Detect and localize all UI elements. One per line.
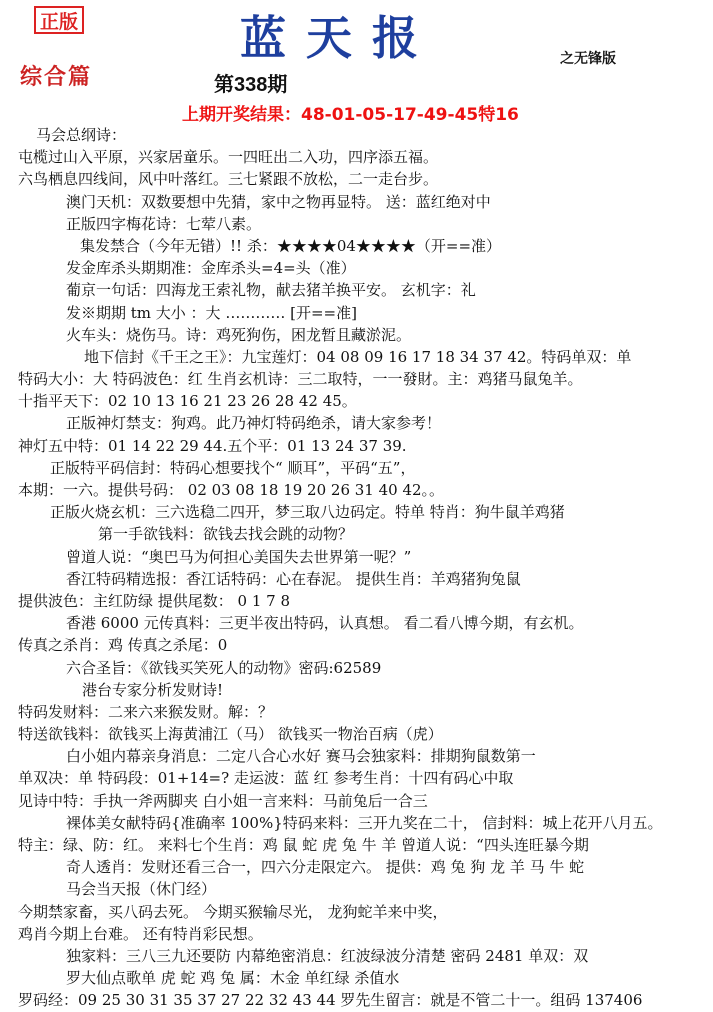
- text-line: 港台专家分析发财诗!: [82, 680, 224, 699]
- text-line: 正版火烧玄机：三六选稳二四开，梦三取八边码定。特单 特肖：狗牛鼠羊鸡猪: [50, 503, 565, 522]
- genuine-edition-badge: 正版: [34, 6, 84, 34]
- text-line: 见诗中特：手执一斧两脚夹 白小姐一言来料：马前兔后一合三: [18, 791, 428, 810]
- text-line: 正版四字梅花诗：七荤八素。: [66, 214, 262, 233]
- section-title: 综合篇: [20, 64, 93, 90]
- issue-number: 第338期: [214, 74, 288, 96]
- text-line: 香港 6000 元传真料：三更半夜出特码，认真想。 看二看八博今期，有玄机。: [66, 614, 584, 633]
- text-line: 独家料：三八三九还要防 内幕绝密消息：红波绿波分清楚 密码 2481 单双：双: [66, 946, 589, 965]
- text-line: 六合圣旨：《欲钱买笑死人的动物》密码:62589: [66, 658, 382, 677]
- text-line: 本期：一六。提供号码： 02 03 08 18 19 20 26 31 40 42。。: [18, 481, 445, 499]
- text-line: 屯榄过山入平原，兴家居童乐。一四旺出二入功，四序添五福。: [18, 148, 439, 167]
- text-line: 特送欲钱料：欲钱买上海黄浦江（马） 欲钱买一物治百病（虎）: [18, 725, 443, 744]
- masthead-title: 蓝天报: [240, 11, 438, 65]
- text-line: 十指平天下：02 10 13 16 21 23 26 28 42 45。: [18, 392, 357, 411]
- text-line: 发金库杀头期期准：金库杀头=4=头（准）: [66, 259, 356, 278]
- text-line: 地下信封《千王之王》：九宝莲灯：04 08 09 16 17 18 34 37 42。特码单双：单: [84, 347, 632, 366]
- text-line: 传真之杀肖：鸡 传真之杀尾：0: [18, 636, 228, 655]
- edition-label: 之无锋版: [560, 51, 616, 67]
- text-line: 罗大仙点歌单 虎 蛇 鸡 兔 属：木金 单红绿 杀值水: [66, 969, 400, 988]
- text-line: 裸体美女献特码{准确率 100%}特码来料：三开九奖在二十， 信封料：城上花开八月五。: [66, 813, 663, 832]
- text-line: 罗码经：09 25 30 31 35 37 27 22 32 43 44 罗先生留言：就是不管二十一。组码 137406: [18, 991, 643, 1010]
- text-line: 集发禁合（今年无错）!! 杀：★★★★04★★★★（开==准）: [80, 236, 502, 255]
- text-line: 鸡肖今期上台难。 还有特肖彩民想。: [18, 924, 263, 943]
- text-line: 单双决：单 特码段：01+14=? 走运波：蓝 红 参考生肖：十四有码心中取: [18, 769, 514, 788]
- article-body: [0, 124, 713, 1012]
- text-line: 第一手欲钱料：欲钱去找会跳的动物？: [98, 525, 354, 544]
- text-line: 马会总纲诗：: [36, 126, 127, 144]
- text-line: 澳门天机：双数要想中先猜，家中之物再显特。 送：蓝红绝对中: [66, 192, 491, 211]
- text-line: 提供波色：主红防绿 提供尾数： 0 1 7 8: [18, 591, 291, 610]
- text-line: 奇人透肖：发财还看三合一，四六分走限定六。 提供：鸡 兔 狗 龙 羊 马 牛 蛇: [66, 858, 585, 877]
- text-line: 马会当天报（休门经）: [66, 880, 217, 899]
- text-line: 特码大小：大 特码波色：红 生肖玄机诗：三二取特，一一發財。主：鸡猪马鼠兔羊。: [18, 370, 583, 389]
- text-line: 特码发财料：二来六来猴发财。解：？: [18, 702, 274, 721]
- text-line: 六鸟栖息四线间，风中叶落红。三七紧跟不放松，二一走台步。: [18, 170, 439, 189]
- text-line: 正版特平码信封：特码心想要找个“ 顺耳”，平码“五”，: [50, 458, 416, 477]
- text-line: 白小姐内幕亲身消息：二定八合心水好 赛马会独家料：排期狗鼠数第一: [66, 747, 536, 766]
- text-line: 正版神灯禁支：狗鸡。此乃神灯特码绝杀，请大家参考！: [66, 414, 442, 433]
- text-line: 今期禁家畜，买八码去死。 今期买猴输尽光， 龙狗蛇羊来中奖，: [18, 902, 448, 921]
- text-line: 曾道人说：“奥巴马为何担心美国失去世界第一呢？”: [66, 547, 412, 566]
- text-line: 发※期期 tm 大小 ：大 ………… [开==准]: [66, 303, 357, 322]
- text-line: 特主：绿、防：红。 来料七个生肖：鸡 鼠 蛇 虎 兔 牛 羊 曾道人说：“四头连旺暴今期: [18, 836, 589, 854]
- text-line: 火车头：烧伤马。诗：鸡死狗伤，困龙暂且藏淤泥。: [66, 325, 412, 344]
- text-line: 葡京一句话：四海龙王索礼物，献去猪羊换平安。 玄机字：礼: [66, 281, 476, 300]
- text-line: 神灯五中特：01 14 22 29 44.五个平：01 13 24 37 39.: [18, 436, 407, 455]
- text-line: 香江特码精选报：香江话特码：心在春泥。 提供生肖：羊鸡猪狗兔鼠: [66, 569, 521, 588]
- last-draw-result: 上期开奖结果：48-01-05-17-49-45特16: [182, 105, 519, 125]
